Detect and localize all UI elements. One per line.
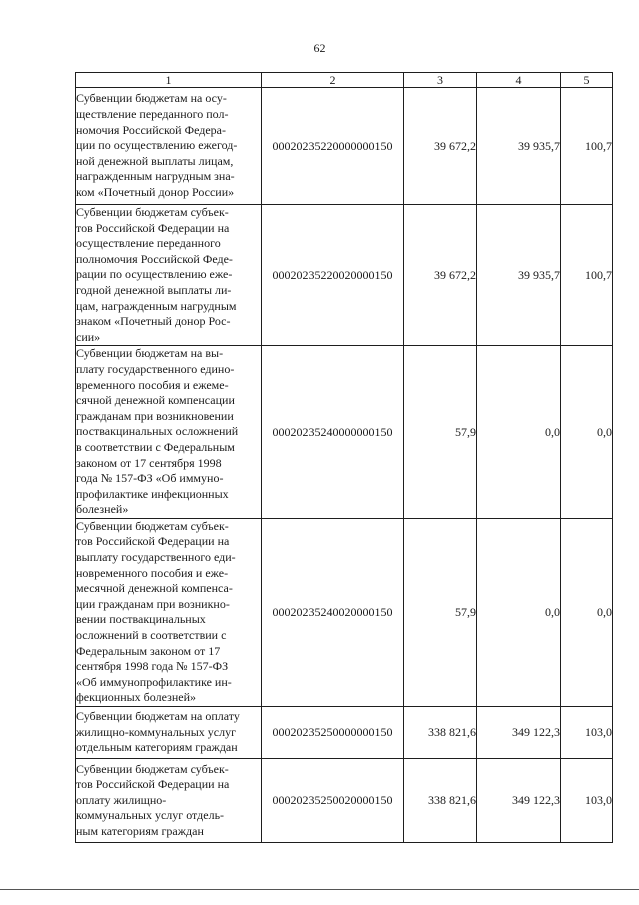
row-value-col4: 39 935,7: [477, 88, 561, 205]
row-value-col3: 338 821,6: [404, 759, 477, 843]
row-code: 00020235220000000150: [262, 88, 404, 205]
row-value-col5: 103,0: [561, 707, 613, 759]
column-header-1: 1: [76, 73, 262, 88]
row-description: Субвенции бюджетам субъек- тов Российской Федерации на оплату жилищно- коммунальных услуг отдель- ным категориям граждан: [76, 759, 262, 843]
row-code: 00020235240020000150: [262, 518, 404, 706]
row-value-col4: 0,0: [477, 518, 561, 706]
column-header-2: 2: [262, 73, 404, 88]
row-code: 00020235240000000150: [262, 346, 404, 519]
row-value-col3: 57,9: [404, 518, 477, 706]
row-code: 00020235220020000150: [262, 205, 404, 346]
row-value-col3: 57,9: [404, 346, 477, 519]
row-description: Субвенции бюджетам субъек- тов Российской Федерации на осуществление переданного полномочия Российской Феде- рации по осуществлению еже- годной денежной выплаты ли- цам, награжденным нагрудным знаком «Почетный донор Рос- сии»: [76, 205, 262, 346]
table-row: [76, 205, 613, 346]
row-description: Субвенции бюджетам субъек- тов Российской Федерации на выплату государственного еди- новременного пособия и еже- месячной денежной компенса- ции гражданам при возникно- вении поствакцинальных осложнений в соответствии с Федеральным законом от 17 сентября 1998 года № 157-ФЗ «Об иммунопрофилактике ин- фекционных болезней»: [76, 518, 262, 706]
header-row: [76, 73, 613, 88]
row-code: 00020235250000000150: [262, 707, 404, 759]
table-row: [76, 88, 613, 205]
column-header-5: 5: [561, 73, 613, 88]
row-value-col4: 349 122,3: [477, 707, 561, 759]
row-value-col5: 0,0: [561, 346, 613, 519]
budget-table: [75, 72, 613, 843]
row-value-col3: 39 672,2: [404, 88, 477, 205]
row-code: 00020235250020000150: [262, 759, 404, 843]
row-description: Субвенции бюджетам на осу- ществление переданного пол- номочия Российской Федера- ции по осуществлению ежегод- ной денежной выплаты лицам, награжденным нагрудным зна- ком «Почетный донор России»: [76, 88, 262, 205]
column-header-3: 3: [404, 73, 477, 88]
row-value-col3: 39 672,2: [404, 205, 477, 346]
row-description: Субвенции бюджетам на вы- плату государственного едино- временного пособия и ежеме- сячной денежной компенсации гражданам при возникновении поствакцинальных осложнений в соответствии с Федеральным законом от 17 сентября 1998 года № 157-ФЗ «Об иммуно- профилактике инфекционных болезней»: [76, 346, 262, 519]
row-value-col4: 39 935,7: [477, 205, 561, 346]
page-number: 62: [313, 41, 326, 55]
table-row: [76, 518, 613, 706]
row-description: Субвенции бюджетам на оплату жилищно-коммунальных услуг отдельным категориям граждан: [76, 707, 262, 759]
row-value-col5: 100,7: [561, 205, 613, 346]
table-row: [76, 759, 613, 843]
row-value-col3: 338 821,6: [404, 707, 477, 759]
row-value-col4: 349 122,3: [477, 759, 561, 843]
row-value-col5: 0,0: [561, 518, 613, 706]
row-value-col5: 100,7: [561, 88, 613, 205]
table-row: [76, 346, 613, 519]
row-value-col4: 0,0: [477, 346, 561, 519]
column-header-4: 4: [477, 73, 561, 88]
page-bottom-rule: [0, 889, 639, 890]
table-row: [76, 707, 613, 759]
row-value-col5: 103,0: [561, 759, 613, 843]
